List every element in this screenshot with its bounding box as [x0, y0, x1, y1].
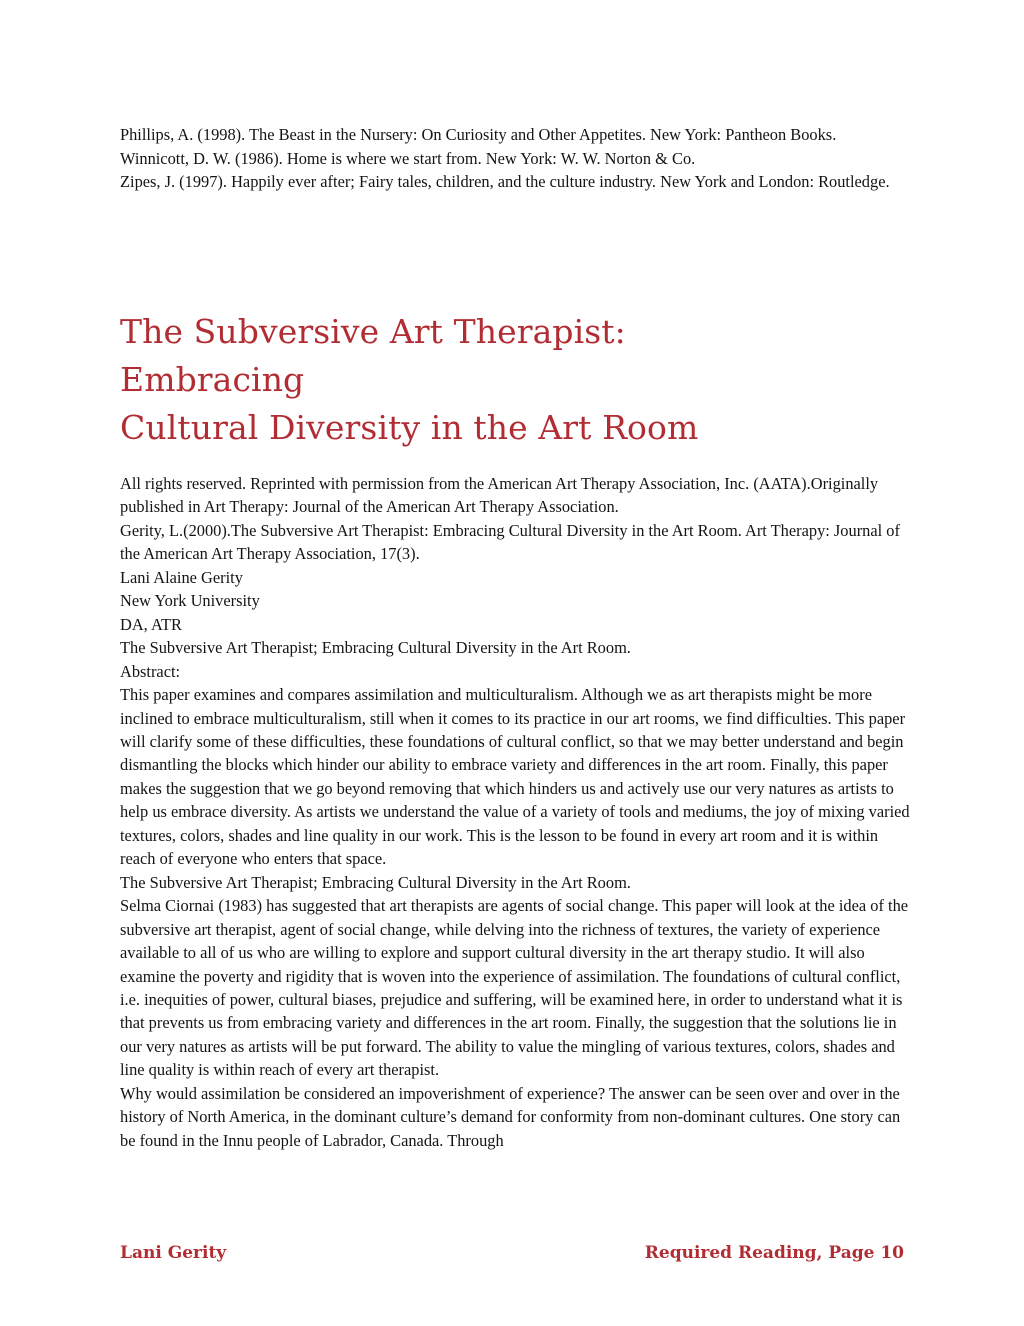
article-title	[120, 308, 920, 452]
article-title-line-2: Embracing	[120, 360, 305, 399]
abstract-label: Abstract:	[120, 661, 181, 681]
article-subtitle: The Subversive Art Therapist; Embracing Cultural Diversity in the Art Room.	[120, 638, 631, 658]
body-paragraph: Selma Ciornai (1983) has suggested that art therapists are agents of social change. This paper will look at the idea of the subversive art therapist, agent of social change, while delving into the richness of textures, the variety of experience available to all of us who are willing to explore and support cultural diversity in the art therapy studio. It will also examine the poverty and rigidity that is woven into the experience of assimilation. The foundations of cultural conflict, i.e. inequities of power, cultural biases, prejudice and suffering, will be examined here, in order to understand what it is that prevents us from embracing variety and differences in the art room. Finally, the suggestion that the solutions lie in our very natures as artists will be put forward. The ability to value the mingling of various textures, colors, shades and line quality is within reach of every art therapist.	[120, 896, 909, 1080]
body-paragraph: Why would assimilation be considered an impoverishment of experience? The answer can be seen over and over in the history of North America, in the dominant culture’s demand for conformity from non-dominant cultures. One story can be found in the Innu people of Labrador, Canada. Through	[120, 1083, 901, 1150]
abstract-text: This paper examines and compares assimilation and multiculturalism. Although we as art therapists might be more inclined to embrace multiculturalism, still when it comes to its practice in our art rooms, we find difficulties. This paper will clarify some of these difficulties, these foundations of cultural conflict, so that we may better understand and begin dismantling the blocks which hinder our ability to embrace variety and differences in the art room. Finally, this paper makes the suggestion that we go beyond removing that which hinders us and actively use our very natures as artists to help us embrace diversity. As artists we understand the value of a variety of tools and mediums, the joy of mixing varied textures, colors, shades and line quality in our work. This is the lesson to be found in every art room and it is within reach of everyone who enters that space.	[120, 685, 910, 869]
footer-author: Lani Gerity	[120, 1243, 227, 1263]
rights-notice: All rights reserved. Reprinted with permission from the American Art Therapy Association, Inc. (AATA).Originally published in Art Therapy: Journal of the American Art Therapy Association.	[120, 474, 879, 517]
footer-page-label: Required Reading, Page 10	[644, 1243, 904, 1263]
citation: Gerity, L.(2000).The Subversive Art Therapist: Embracing Cultural Diversity in the Art Room. Art Therapy: Journal of the American Art Therapy Association, 17(3).	[120, 520, 900, 564]
reference-phillips: Phillips, A. (1998). The Beast in the Nursery: On Curiosity and Other Appetites. New York: Pantheon Books.	[120, 125, 837, 144]
reference-zipes: Zipes, J. (1997). Happily ever after; Fairy tales, children, and the culture industry. New York and London: Routledge.	[120, 172, 890, 192]
reference-list	[120, 123, 910, 194]
article-title-line-3: Cultural Diversity in the Art Room	[120, 408, 699, 447]
article-body	[120, 472, 910, 1152]
author-credentials: DA, ATR	[120, 614, 182, 634]
author-affiliation: New York University	[120, 591, 260, 611]
reference-winnicott: Winnicott, D. W. (1986). Home is where we start from. New York: W. W. Norton & Co.	[120, 148, 696, 168]
author-name: Lani Alaine Gerity	[120, 567, 243, 587]
article-subtitle-repeat: The Subversive Art Therapist; Embracing Cultural Diversity in the Art Room.	[120, 872, 631, 892]
article-title-line-1: The Subversive Art Therapist:	[120, 312, 626, 351]
